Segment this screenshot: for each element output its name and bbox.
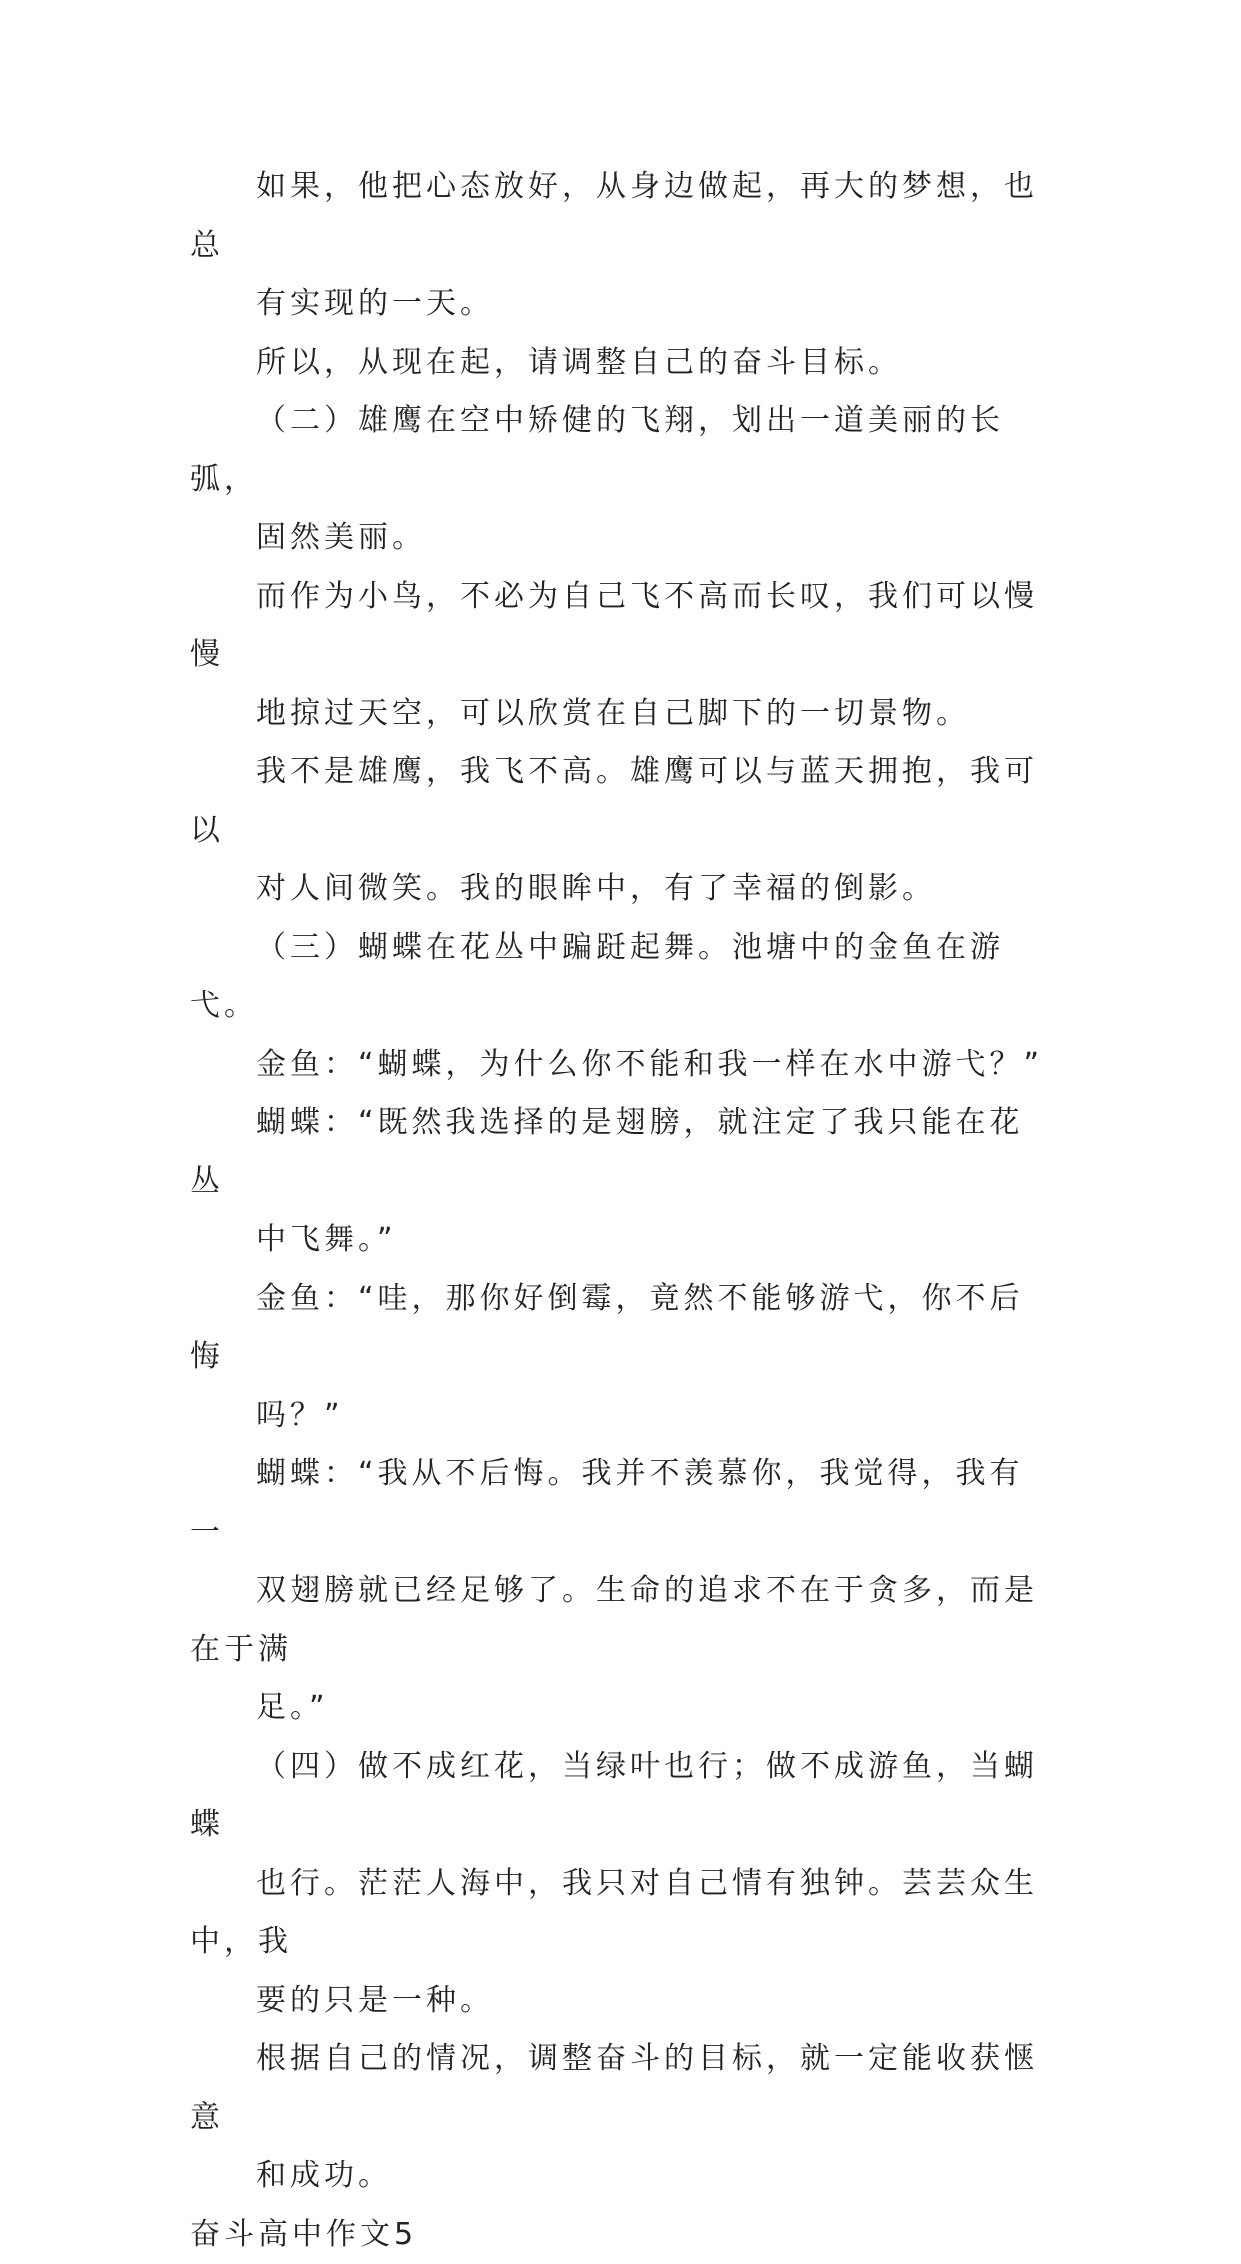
text-line: 蝴蝶：“我从不后悔。我并不羡慕你，我觉得，我有一 <box>190 1445 1050 1562</box>
text-line: 和成功。 <box>190 2147 1050 2206</box>
document-body <box>190 158 1050 2264</box>
text-line: 金鱼：“蝴蝶，为什么你不能和我一样在水中游弋？” <box>190 1036 1050 1095</box>
text-line: 根据自己的情况，调整奋斗的目标，就一定能收获惬意 <box>190 2030 1050 2147</box>
paragraph <box>190 392 1050 568</box>
text-line: 我不是雄鹰，我飞不高。雄鹰可以与蓝天拥抱，我可以 <box>190 743 1050 860</box>
text-line: 金鱼：“哇，那你好倒霉，竟然不能够游弋，你不后悔 <box>190 1270 1050 1387</box>
paragraph <box>190 2030 1050 2206</box>
text-line: 吗？” <box>190 1387 1050 1446</box>
paragraph <box>190 158 1050 334</box>
paragraph <box>190 1445 1050 1738</box>
text-line: 固然美丽。 <box>190 509 1050 568</box>
paragraph <box>190 334 1050 393</box>
text-line: 蝴蝶：“既然我选择的是翅膀，就注定了我只能在花丛 <box>190 1094 1050 1211</box>
text-line: 有实现的一天。 <box>190 275 1050 334</box>
text-line: 双翅膀就已经足够了。生命的追求不在于贪多，而是在于满 <box>190 1562 1050 1679</box>
paragraph <box>190 1270 1050 1446</box>
text-line: 而作为小鸟，不必为自己飞不高而长叹，我们可以慢慢 <box>190 568 1050 685</box>
text-line: 中飞舞。” <box>190 1211 1050 1270</box>
text-line: 足。” <box>190 1679 1050 1738</box>
text-line: 如果，他把心态放好，从身边做起，再大的梦想，也总 <box>190 158 1050 275</box>
text-line: 所以，从现在起，请调整自己的奋斗目标。 <box>190 334 1050 393</box>
text-line: （四）做不成红花，当绿叶也行；做不成游鱼，当蝴蝶 <box>190 1738 1050 1855</box>
section-heading <box>190 2206 1050 2264</box>
text-line: 也行。茫茫人海中，我只对自己情有独钟。芸芸众生中，我 <box>190 1855 1050 1972</box>
text-line: 奋斗高中作文5 <box>190 2206 1050 2264</box>
paragraph <box>190 1036 1050 1095</box>
text-line: 地掠过天空，可以欣赏在自己脚下的一切景物。 <box>190 685 1050 744</box>
paragraph <box>190 919 1050 1036</box>
text-line: （三）蝴蝶在花丛中蹁跹起舞。池塘中的金鱼在游弋。 <box>190 919 1050 1036</box>
paragraph <box>190 1094 1050 1270</box>
text-line: 要的只是一种。 <box>190 1972 1050 2031</box>
text-line: （二）雄鹰在空中矫健的飞翔，划出一道美丽的长弧， <box>190 392 1050 509</box>
text-line: 对人间微笑。我的眼眸中，有了幸福的倒影。 <box>190 860 1050 919</box>
paragraph <box>190 568 1050 744</box>
paragraph <box>190 1738 1050 2031</box>
paragraph <box>190 743 1050 919</box>
